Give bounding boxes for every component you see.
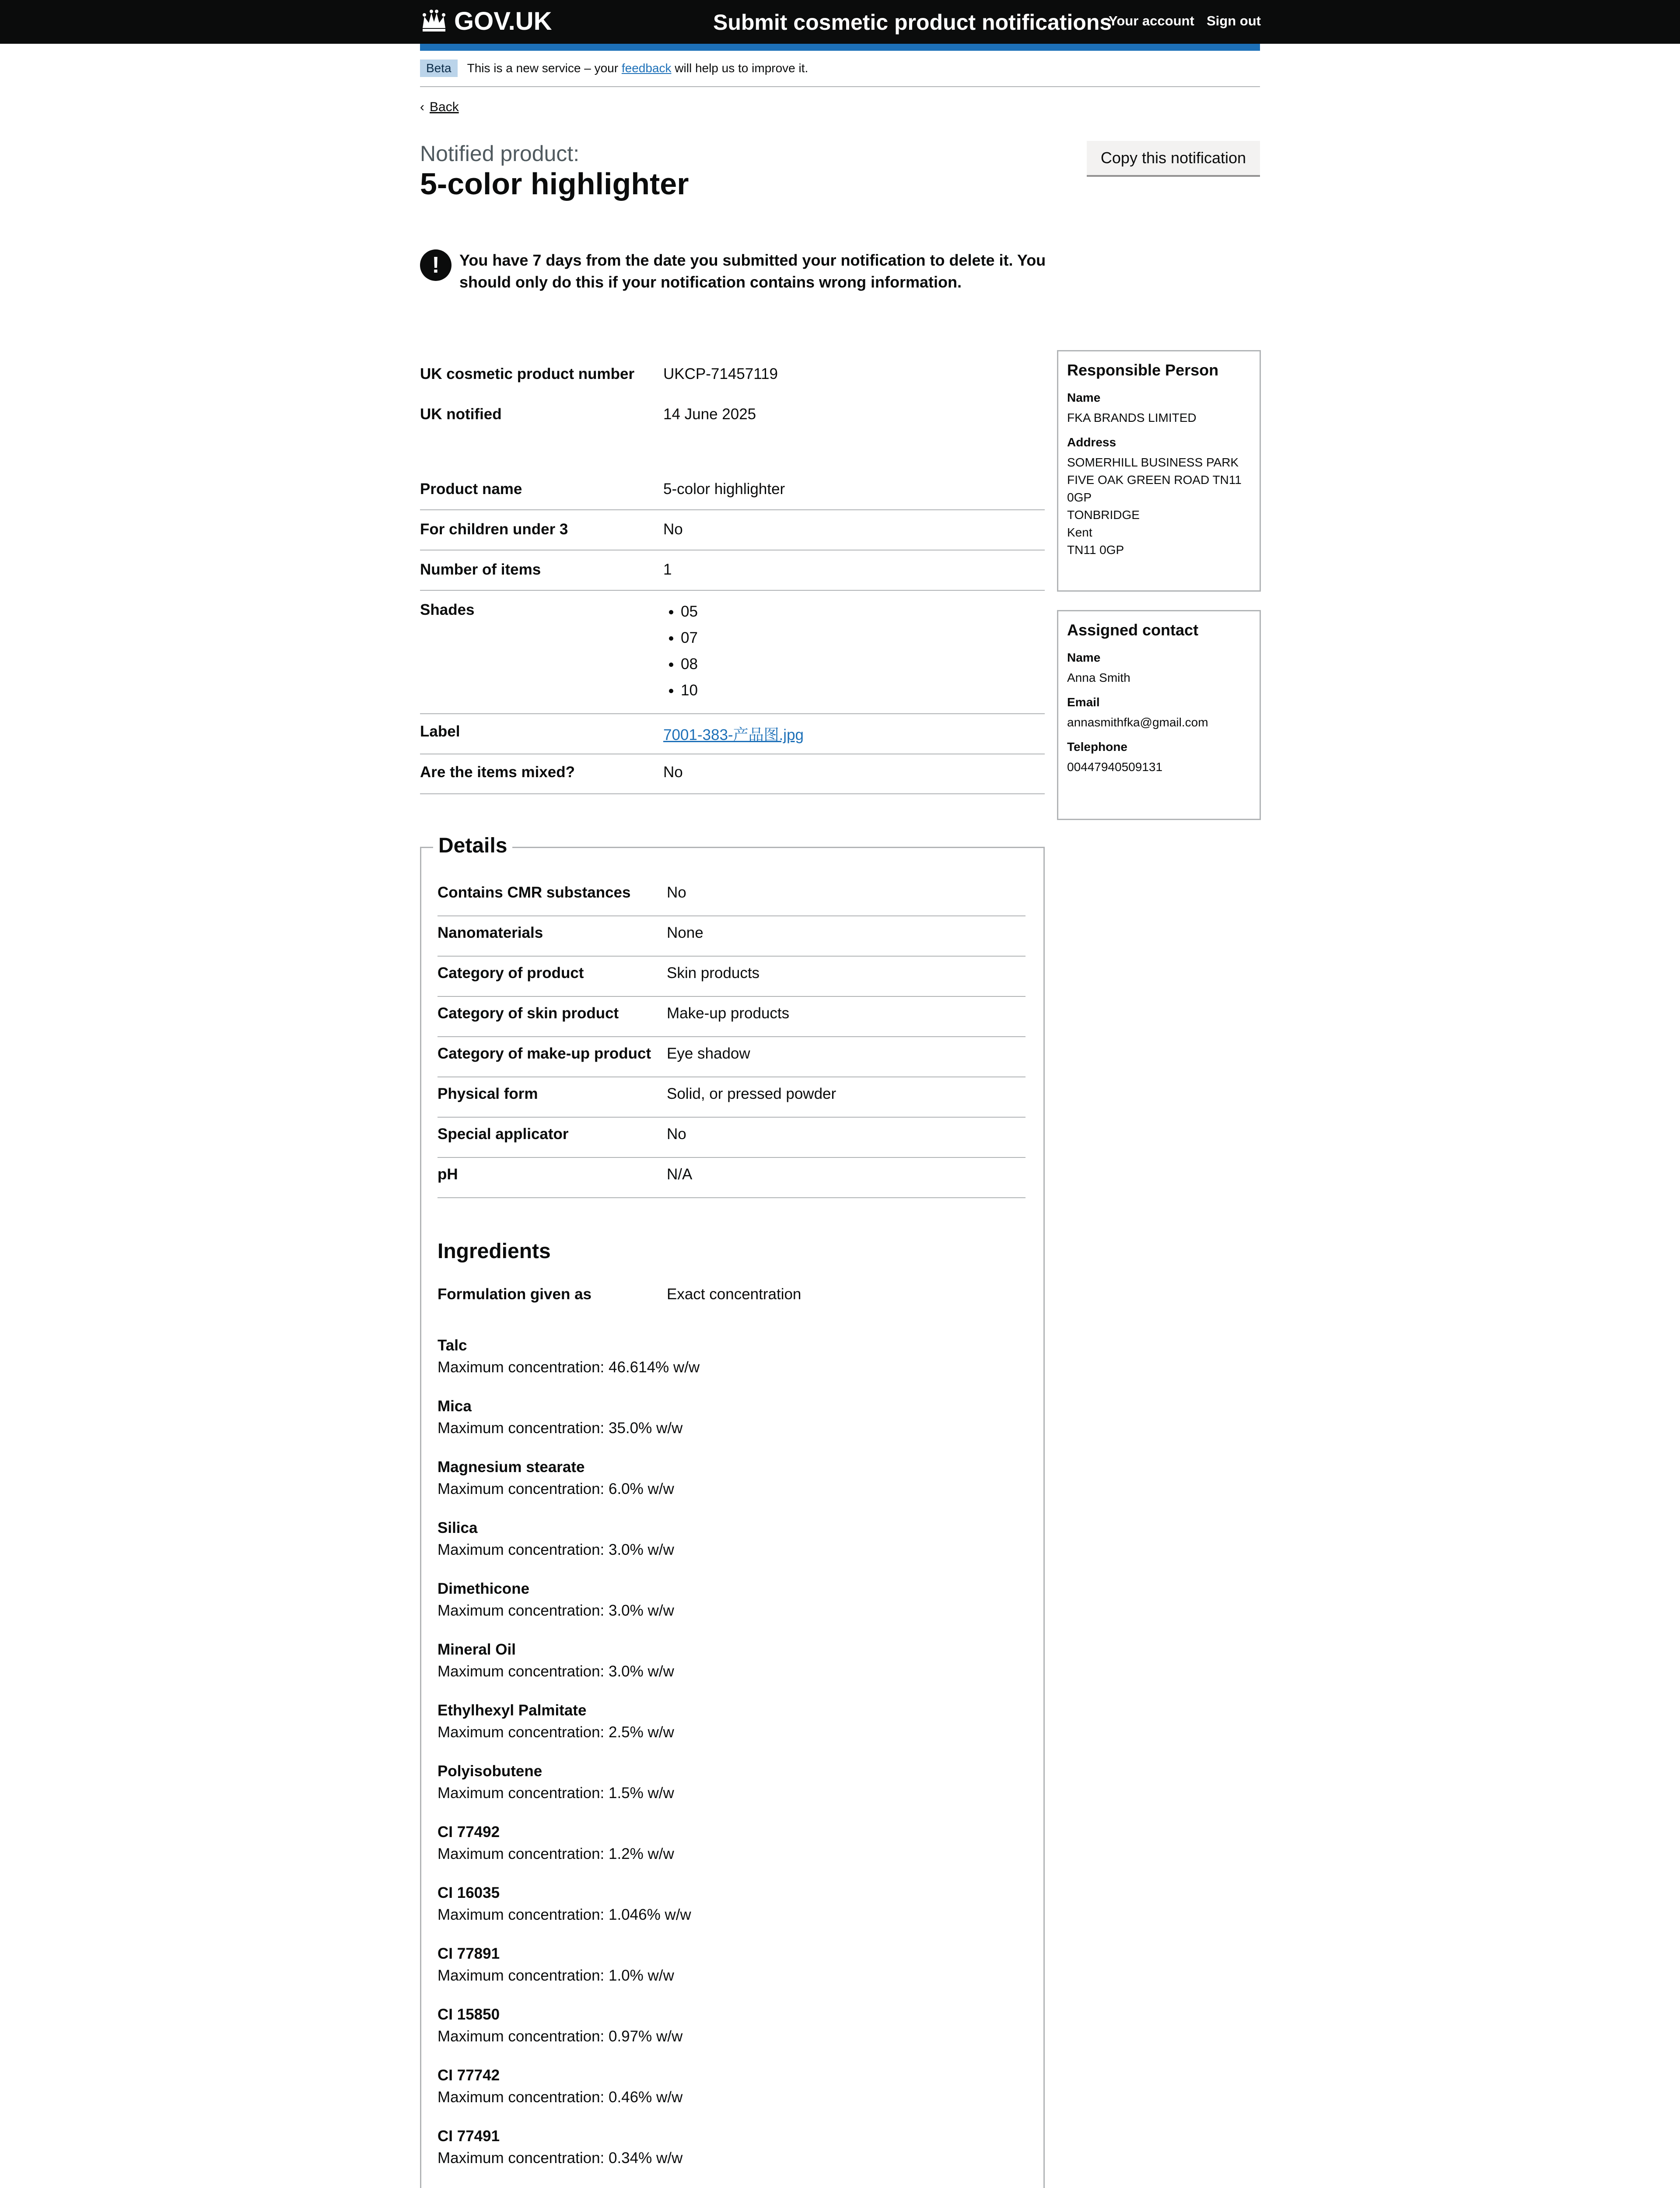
ingredient-concentration: Maximum concentration: 1.0% w/w	[438, 1967, 674, 1984]
ingredient-name: Ethylhexyl Palmitate	[438, 1702, 587, 1719]
shade-item: • 07	[681, 625, 698, 651]
ingredient-concentration: Maximum concentration: 3.0% w/w	[438, 1602, 674, 1619]
ingredient-concentration: Maximum concentration: 1.5% w/w	[438, 1785, 674, 1802]
card-label: Name	[1067, 391, 1101, 404]
ingredient-name: CI 77891	[438, 1945, 500, 1962]
card-title: Assigned contact	[1067, 621, 1199, 639]
service-name-link[interactable]: Submit cosmetic product notifications	[713, 10, 1112, 35]
chevron-left-icon: ‹	[420, 100, 424, 114]
summary-key: Are the items mixed?	[420, 764, 575, 781]
ingredient-name: CI 16035	[438, 1884, 500, 1901]
ingredient-name: Magnesium stearate	[438, 1459, 585, 1476]
card-value: annasmithfka@gmail.com	[1067, 715, 1208, 729]
beta-tag: Beta	[420, 60, 458, 77]
summary-value: No	[663, 521, 683, 538]
header-accent-bar	[420, 44, 1260, 51]
summary-key: Shades	[420, 601, 475, 618]
ingredient-concentration: Maximum concentration: 3.0% w/w	[438, 1541, 674, 1558]
summary-value: No	[663, 764, 683, 781]
details-row	[438, 1118, 1026, 1158]
ingredient-concentration: Maximum concentration: 0.34% w/w	[438, 2149, 683, 2167]
details-key: Category of make-up product	[438, 1045, 651, 1062]
warning-message: You have 7 days from the date you submitted your notification to delete it. You should only do this if your notification contains wrong information.	[459, 251, 1046, 291]
summary-key: Number of items	[420, 561, 541, 578]
card-label: Name	[1067, 651, 1101, 664]
ingredient-concentration: Maximum concentration: 1.2% w/w	[438, 1845, 674, 1862]
summary-key: UK cosmetic product number	[420, 365, 635, 382]
ingredient-name: Talc	[438, 1337, 467, 1354]
ingredient-concentration: Maximum concentration: 0.97% w/w	[438, 2028, 683, 2045]
ingredient-item	[438, 1517, 674, 1561]
ingredient-concentration: Maximum concentration: 3.0% w/w	[438, 1663, 674, 1680]
details-value: Skin products	[667, 964, 760, 982]
back-link-wrap	[420, 100, 459, 115]
ingredient-name: Mineral Oil	[438, 1641, 516, 1658]
phase-banner-divider	[420, 86, 1260, 87]
summary-value: 1	[663, 561, 672, 578]
ingredient-name: CI 77491	[438, 2128, 500, 2145]
ingredient-item	[438, 2125, 682, 2169]
details-value: Make-up products	[667, 1005, 790, 1022]
ingredient-item	[438, 1821, 674, 1865]
address-line: TONBRIDGE	[1067, 508, 1140, 522]
details-row	[438, 997, 1026, 1037]
formulation-value: Exact concentration	[667, 1286, 802, 1303]
assigned-contact-card	[1057, 610, 1261, 820]
summary-row-children	[420, 521, 1045, 551]
details-row	[438, 1037, 1026, 1077]
ingredient-concentration: Maximum concentration: 35.0% w/w	[438, 1420, 683, 1437]
ingredient-name: CI 15850	[438, 2006, 500, 2023]
ingredient-item	[438, 1396, 682, 1439]
nav-sign-out[interactable]: Sign out	[1207, 13, 1261, 28]
ingredient-item	[438, 2004, 682, 2048]
ingredient-item	[438, 1882, 691, 1926]
card-value: 00447940509131	[1067, 760, 1163, 774]
address-lines	[1067, 454, 1251, 559]
summary-row-items	[420, 561, 1045, 591]
responsible-person-card	[1057, 350, 1261, 592]
ingredient-name: Dimethicone	[438, 1580, 530, 1597]
card-label: Address	[1067, 435, 1116, 449]
summary-value: 5-color highlighter	[663, 480, 785, 498]
ingredient-item	[438, 1335, 700, 1378]
address-line: TN11 0GP	[1067, 543, 1124, 557]
summary-key: For children under 3	[420, 521, 568, 538]
details-key: Contains CMR substances	[438, 884, 631, 901]
summary-key: Label	[420, 723, 460, 740]
card-value: Anna Smith	[1067, 671, 1130, 684]
details-row	[438, 1077, 1026, 1118]
address-line: Kent	[1067, 526, 1092, 539]
details-value: None	[667, 924, 704, 941]
ingredient-name: Silica	[438, 1519, 478, 1536]
ingredient-name: CI 77492	[438, 1823, 500, 1841]
card-value: FKA BRANDS LIMITED	[1067, 411, 1197, 424]
details-row	[438, 957, 1026, 997]
details-key: pH	[438, 1166, 458, 1183]
feedback-link[interactable]: feedback	[621, 61, 672, 75]
ingredient-name: Mica	[438, 1398, 472, 1415]
summary-row-mixed	[420, 764, 1045, 794]
details-value: No	[667, 1126, 686, 1143]
ingredient-item	[438, 1456, 674, 1500]
logo-text: GOV.UK	[454, 7, 552, 35]
ingredient-concentration: Maximum concentration: 46.614% w/w	[438, 1359, 700, 1376]
details-row	[438, 1158, 1026, 1198]
summary-row-uk-notified	[420, 406, 1045, 432]
address-line: 0GP	[1067, 491, 1092, 504]
details-legend: Details	[433, 834, 512, 858]
address-line: SOMERHILL BUSINESS PARK	[1067, 456, 1239, 469]
ingredient-item	[438, 2186, 682, 2188]
summary-key: Product name	[420, 480, 522, 498]
ingredient-name: Polyisobutene	[438, 1763, 542, 1780]
phase-banner	[420, 60, 808, 77]
beta-text-before: This is a new service – your	[467, 61, 619, 75]
ingredient-name: CI 77742	[438, 2067, 500, 2084]
card-label: Telephone	[1067, 740, 1127, 754]
label-file-link[interactable]: 7001-383-产品图.jpg	[663, 726, 804, 743]
nav-your-account[interactable]: Your account	[1109, 13, 1194, 28]
shades-list	[663, 599, 698, 704]
details-key: Category of skin product	[438, 1005, 619, 1022]
ingredient-concentration: Maximum concentration: 6.0% w/w	[438, 1480, 674, 1497]
ingredient-concentration: Maximum concentration: 2.5% w/w	[438, 1724, 674, 1741]
ingredients-heading: Ingredients	[438, 1240, 551, 1263]
ingredient-item	[438, 1943, 674, 1987]
formulation-key: Formulation given as	[438, 1286, 592, 1303]
ingredient-item	[438, 1578, 674, 1622]
details-row	[438, 916, 1026, 957]
ingredient-concentration: Maximum concentration: 1.046% w/w	[438, 1906, 691, 1923]
back-link[interactable]: Back	[430, 100, 459, 114]
ingredient-concentration: Maximum concentration: 0.46% w/w	[438, 2089, 683, 2106]
details-value: N/A	[667, 1166, 693, 1183]
summary-row-product-number	[420, 365, 1045, 392]
ingredient-item	[438, 1700, 674, 1743]
details-key: Physical form	[438, 1085, 538, 1102]
details-value: No	[667, 884, 686, 901]
summary-row-label	[420, 723, 1045, 754]
beta-text-after: will help us to improve it.	[675, 61, 808, 75]
ingredient-item	[438, 2065, 682, 2108]
page-title: 5-color highlighter	[420, 167, 689, 201]
copy-notification-button[interactable]: Copy this notification	[1087, 141, 1260, 175]
ingredient-item	[438, 1760, 674, 1804]
address-line: FIVE OAK GREEN ROAD TN11	[1067, 473, 1242, 487]
details-key: Nanomaterials	[438, 924, 543, 941]
page-caption: Notified product:	[420, 141, 580, 166]
card-title: Responsible Person	[1067, 361, 1219, 379]
summary-value: UKCP-71457119	[663, 365, 778, 382]
card-label: Email	[1067, 695, 1100, 709]
details-value: Solid, or pressed powder	[667, 1085, 836, 1102]
details-key: Special applicator	[438, 1126, 569, 1143]
details-row	[438, 876, 1026, 916]
details-key: Category of product	[438, 964, 584, 982]
details-value: Eye shadow	[667, 1045, 750, 1062]
govuk-logo-link[interactable]	[420, 8, 552, 34]
summary-row-product-name	[420, 480, 1045, 510]
summary-row-shades	[420, 599, 1045, 714]
ingredient-item	[438, 1639, 674, 1683]
warning-text	[420, 249, 1054, 293]
crown-icon	[420, 9, 448, 33]
ingredient-name	[438, 2186, 682, 2188]
shade-item: • 08	[681, 651, 698, 677]
summary-value: 14 June 2025	[663, 406, 756, 423]
shade-item: • 05	[681, 599, 698, 625]
shade-item: • 10	[681, 677, 698, 704]
summary-key: UK notified	[420, 406, 502, 423]
warning-icon: !	[420, 249, 452, 281]
